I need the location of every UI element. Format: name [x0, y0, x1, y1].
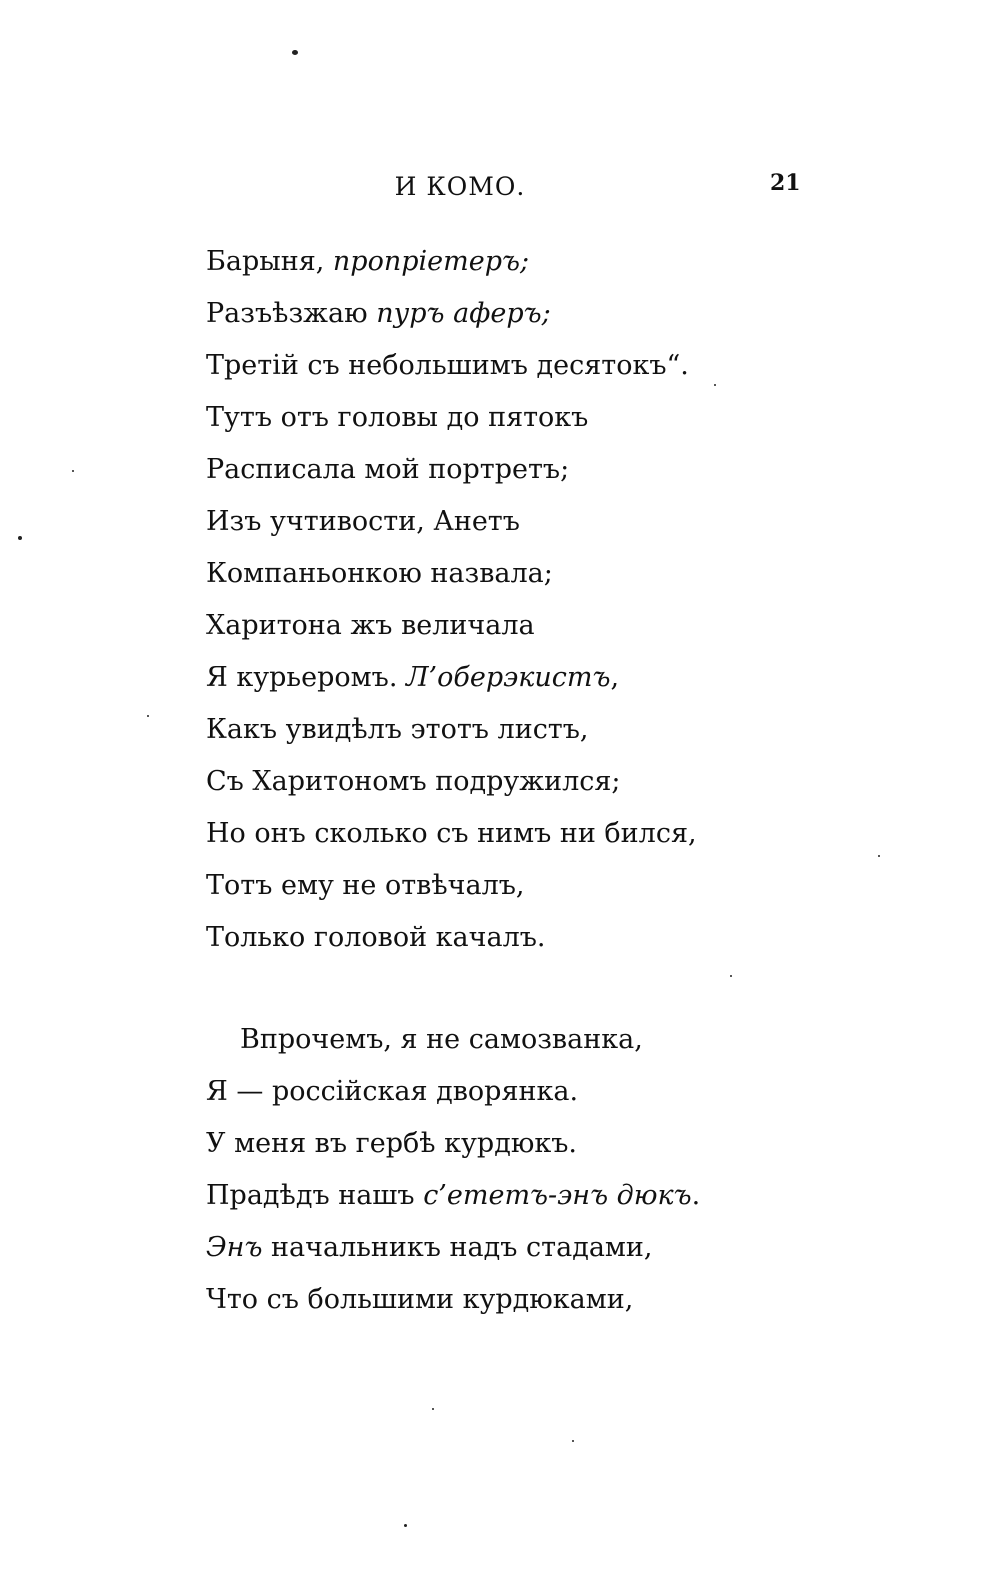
scan-speck	[72, 470, 74, 472]
scan-speck	[432, 1408, 434, 1410]
scan-speck	[292, 50, 298, 55]
scan-speck	[714, 384, 716, 386]
poem-line	[206, 704, 697, 756]
poem-line	[206, 912, 697, 964]
poem-line	[206, 1118, 700, 1170]
stanza-1	[206, 236, 697, 964]
poem-line	[206, 288, 697, 340]
line-text: Съ Харитономъ подружился;	[206, 766, 621, 797]
poem-line	[206, 1170, 700, 1222]
line-text: Компаньонкою назвала;	[206, 558, 553, 589]
scan-speck	[18, 536, 22, 540]
poem-line	[206, 600, 697, 652]
line-text: Харитона жъ величала	[206, 610, 535, 641]
scan-speck	[404, 1524, 407, 1527]
line-text: Я курьеромъ.	[206, 662, 406, 693]
line-text: Тотъ ему не отвѣчалъ,	[206, 870, 525, 901]
line-text: начальникъ надъ стадами,	[262, 1232, 653, 1263]
poem-line	[206, 1222, 700, 1274]
line-italic-text: пуръ аферъ;	[376, 298, 551, 329]
scan-speck	[878, 855, 880, 857]
running-title: И КОМО.	[394, 172, 526, 201]
stanza-2	[206, 1014, 700, 1326]
poem-line	[206, 548, 697, 600]
poem-line	[206, 652, 697, 704]
line-text: Разъѣзжаю	[206, 298, 377, 329]
line-italic-text: Л’оберэкистъ	[406, 662, 611, 693]
poem-line	[206, 1066, 700, 1118]
line-text: Только головой качалъ.	[206, 922, 546, 953]
line-text: Третій съ небольшимъ десятокъ“.	[206, 350, 689, 381]
scan-speck	[147, 715, 149, 717]
line-text: Впрочемъ, я не самозванка,	[240, 1024, 643, 1055]
line-text: .	[691, 1180, 701, 1211]
poem-line	[206, 340, 697, 392]
poem-line	[206, 756, 697, 808]
poem-line	[206, 860, 697, 912]
line-text: Расписала мой портретъ;	[206, 454, 570, 485]
line-text: Изъ учтивости, Анетъ	[206, 506, 520, 537]
poem-line	[206, 808, 697, 860]
line-text: Тутъ отъ головы до пятокъ	[206, 402, 589, 433]
scan-speck	[730, 975, 732, 977]
poem-line	[206, 1274, 700, 1326]
line-text: Что съ большими курдюками,	[206, 1284, 634, 1315]
line-text: Барыня,	[206, 246, 333, 277]
line-text: У меня въ гербѣ курдюкъ.	[206, 1128, 577, 1159]
poem-line	[206, 236, 697, 288]
line-text: Какъ увидѣлъ этотъ листъ,	[206, 714, 589, 745]
line-italic-text: с’ететъ-энъ дюкъ	[423, 1180, 692, 1211]
line-text: ,	[610, 662, 620, 693]
line-text: Я — россійская дворянка.	[206, 1076, 579, 1107]
scan-speck	[572, 1440, 574, 1442]
poem-line	[206, 1014, 700, 1066]
poem-line	[206, 444, 697, 496]
poem-line	[206, 392, 697, 444]
page-number: 21	[770, 170, 801, 196]
line-italic-text: пропріетеръ;	[332, 246, 530, 277]
line-italic-text: Энъ	[206, 1232, 263, 1263]
poem-line	[206, 496, 697, 548]
line-text: Но онъ сколько съ нимъ ни бился,	[206, 818, 697, 849]
line-text: Прадѣдъ нашъ	[206, 1180, 424, 1211]
